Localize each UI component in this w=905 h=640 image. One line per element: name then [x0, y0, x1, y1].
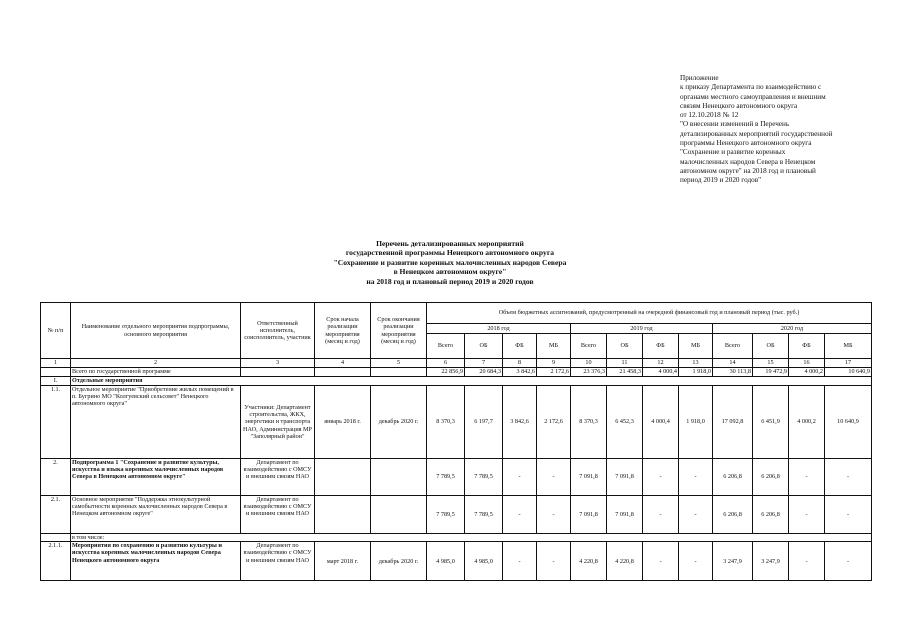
row-name: Основное мероприятие "Поддержка этнокультурной самобытности коренных малочисленных народов Севера в Ненецком автономном округе"	[71, 496, 241, 534]
total-value: 1 918,0	[679, 368, 713, 377]
column-numbers-row	[41, 359, 872, 368]
row-value: -	[825, 542, 872, 581]
including-row	[41, 534, 872, 542]
title-line: государственной программы Ненецкого автономного округа	[345, 248, 555, 258]
row-value: 4 985,0	[427, 542, 465, 581]
row-value: -	[643, 542, 679, 581]
header-num: № п/п	[41, 303, 71, 359]
row-value: 6 206,8	[713, 496, 753, 534]
col-number: 8	[503, 359, 537, 368]
col-number: 15	[753, 359, 789, 368]
header-sub: МБ	[679, 334, 713, 359]
total-row	[41, 368, 872, 377]
appendix-block	[680, 74, 885, 186]
table-row	[41, 386, 872, 459]
row-value: 4 220,8	[607, 542, 643, 581]
header-year: 2020 год	[713, 324, 872, 334]
title-line: в Ненецком автономном округе"	[393, 267, 507, 277]
appendix-line: "Сохранение и развитие коренных	[680, 148, 786, 157]
header-year: 2019 год	[571, 324, 713, 334]
appendix-line: органами местного самоуправления и внешним	[680, 92, 826, 101]
row-value: 7 789,5	[465, 459, 503, 496]
row-value: 8 370,3	[427, 386, 465, 459]
row-name: Отдельное мероприятие "Приобретение жилых помещений в п. Бугрино МО "Колгуевский сельсовет" Ненецкого автономного округа"	[71, 386, 241, 459]
appendix-line: к приказу Департамента по взаимодействию с	[680, 83, 822, 92]
row-value: 1 918,0	[679, 386, 713, 459]
row-num: 2.	[41, 459, 71, 496]
row-num: 1.1.	[41, 386, 71, 459]
row-executor: Департамент по взаимодействию с ОМСУ и внешним связям НАО	[241, 542, 315, 581]
row-value: 4 000,2	[789, 386, 825, 459]
header-start: Срок начала реализации мероприятия (месяц и год)	[315, 303, 371, 359]
row-value: -	[679, 542, 713, 581]
header-end: Срок окончания реализации мероприятия (месяц и год)	[371, 303, 427, 359]
header-sub: МБ	[537, 334, 571, 359]
row-name: Мероприятия по сохранению и развитию культуры и искусства коренных малочисленных народов Севера Ненецкого автономного округа	[71, 542, 241, 581]
section-num: I.	[41, 377, 71, 386]
row-value: 4 220,8	[571, 542, 607, 581]
row-value: -	[643, 459, 679, 496]
section-row	[41, 377, 872, 386]
col-number: 1	[41, 359, 71, 368]
row-start	[315, 459, 371, 496]
col-number: 4	[315, 359, 371, 368]
row-num: 2.1.1.	[41, 542, 71, 581]
header-sub: ОБ	[465, 334, 503, 359]
row-value: 7 789,5	[427, 496, 465, 534]
header-sub: ФБ	[503, 334, 537, 359]
row-value: -	[537, 459, 571, 496]
row-value: 10 640,9	[825, 386, 872, 459]
appendix-line: программы Ненецкого автономного округа	[680, 139, 812, 148]
col-number: 3	[241, 359, 315, 368]
row-value: -	[503, 542, 537, 581]
title-line: Перечень детализированных мероприятий	[376, 239, 524, 248]
header-sub: Всего	[713, 334, 753, 359]
total-value: 23 376,3	[571, 368, 607, 377]
col-number: 17	[825, 359, 872, 368]
row-end: декабрь 2020 г.	[371, 386, 427, 459]
header-executor: Ответственный исполнитель, соисполнитель, участник	[241, 303, 315, 359]
col-number: 9	[537, 359, 571, 368]
total-label: Всего по государственной программе	[71, 368, 241, 377]
row-value: 6 206,8	[753, 459, 789, 496]
row-value: 6 197,7	[465, 386, 503, 459]
total-value: 4 000,4	[643, 368, 679, 377]
appendix-line: малочисленных народов Севера в Ненецком	[680, 157, 816, 166]
appendix-line: детализированных мероприятий государственной	[680, 129, 833, 138]
col-number: 10	[571, 359, 607, 368]
row-start: январь 2018 г.	[315, 386, 371, 459]
row-value: 2 172,6	[537, 386, 571, 459]
header-sub: ФБ	[643, 334, 679, 359]
row-num: 2.1.	[41, 496, 71, 534]
row-value: 7 091,8	[607, 496, 643, 534]
total-value: 10 640,9	[825, 368, 872, 377]
col-number: 5	[371, 359, 427, 368]
col-number: 12	[643, 359, 679, 368]
row-executor: Департамент по взаимодействию с ОМСУ и внешним связям НАО	[241, 496, 315, 534]
section-label: Отдельные мероприятия	[71, 377, 872, 386]
row-value: 6 206,8	[753, 496, 789, 534]
row-value: 7 091,8	[571, 459, 607, 496]
row-value: -	[825, 459, 872, 496]
row-value: 3 247,9	[713, 542, 753, 581]
row-value: 17 092,8	[713, 386, 753, 459]
appendix-line: "О внесении изменений в Перечень	[680, 120, 790, 129]
row-name: Подпрограмма 1 "Сохранение и развитие культуры, искусства и языка коренных малочисленных народов Севера в Ненецком автономном округе"	[71, 459, 241, 496]
row-end	[371, 496, 427, 534]
activities-table	[40, 302, 872, 581]
row-executor: Участники: Департамент строительства, ЖКХ, энергетики и транспорта НАО, Администрация МР "Заполярный район"	[241, 386, 315, 459]
row-value: -	[789, 459, 825, 496]
total-value: 19 472,9	[753, 368, 789, 377]
row-value: -	[679, 459, 713, 496]
total-value: 22 856,9	[427, 368, 465, 377]
header-sub: Всего	[571, 334, 607, 359]
appendix-line: от 12.10.2018 № 12	[680, 111, 739, 120]
col-number: 7	[465, 359, 503, 368]
header-sub: Всего	[427, 334, 465, 359]
total-value: 2 172,6	[537, 368, 571, 377]
header-budget: Объем бюджетных ассигнований, предусмотренный на очередной финансовый год и плановый период (тыс. руб.)	[427, 303, 872, 324]
col-number: 11	[607, 359, 643, 368]
row-value: -	[643, 496, 679, 534]
row-value: 4 985,0	[465, 542, 503, 581]
row-value: -	[789, 542, 825, 581]
title-line: на 2018 год и плановый период 2019 и 2020 годов	[366, 276, 534, 286]
row-value: 3 247,9	[753, 542, 789, 581]
col-number: 13	[679, 359, 713, 368]
total-value: 3 842,6	[503, 368, 537, 377]
table-row	[41, 496, 872, 534]
total-value: 30 113,8	[713, 368, 753, 377]
row-executor: Департамент по взаимодействию с ОМСУ и внешним связям НАО	[241, 459, 315, 496]
row-value: 6 452,3	[607, 386, 643, 459]
col-number: 14	[713, 359, 753, 368]
title-line: "Сохранение и развитие коренных малочисленных народов Севера	[333, 257, 567, 267]
row-value: -	[537, 542, 571, 581]
row-value: 6 451,9	[753, 386, 789, 459]
row-value: 3 842,6	[503, 386, 537, 459]
total-value: 20 684,3	[465, 368, 503, 377]
total-value: 4 000,2	[789, 368, 825, 377]
appendix-line: автономном округе" на 2018 год и плановый	[680, 166, 816, 175]
header-name: Наименование отдельного мероприятия подпрограммы, основного мероприятия	[71, 303, 241, 359]
appendix-line: период 2019 и 2020 годов"	[680, 176, 762, 185]
row-start	[315, 496, 371, 534]
row-value: 4 000,4	[643, 386, 679, 459]
row-value: 7 789,5	[465, 496, 503, 534]
appendix-line: связям Ненецкого автономного округа	[680, 101, 798, 110]
table-row	[41, 459, 872, 496]
table-row	[41, 542, 872, 581]
row-value: 7 789,5	[427, 459, 465, 496]
row-value: -	[789, 496, 825, 534]
appendix-line: Приложение	[680, 74, 719, 82]
including-label: в том числе:	[71, 534, 872, 542]
header-row	[41, 303, 872, 324]
row-value: 7 091,8	[607, 459, 643, 496]
row-value: 7 091,8	[571, 496, 607, 534]
row-value: -	[825, 496, 872, 534]
row-end	[371, 459, 427, 496]
col-number: 16	[789, 359, 825, 368]
header-year: 2018 год	[427, 324, 571, 334]
total-value: 21 458,3	[607, 368, 643, 377]
row-value: -	[537, 496, 571, 534]
row-value: -	[503, 459, 537, 496]
col-number: 2	[71, 359, 241, 368]
row-value: -	[679, 496, 713, 534]
col-number: 6	[427, 359, 465, 368]
header-sub: ФБ	[789, 334, 825, 359]
row-end: декабрь 2020 г.	[371, 542, 427, 581]
header-sub: ОБ	[753, 334, 789, 359]
document-title	[250, 239, 650, 286]
row-value: 6 206,8	[713, 459, 753, 496]
row-value: 8 370,3	[571, 386, 607, 459]
header-sub: МБ	[825, 334, 872, 359]
row-start: март 2018 г.	[315, 542, 371, 581]
header-sub: ОБ	[607, 334, 643, 359]
row-value: -	[503, 496, 537, 534]
